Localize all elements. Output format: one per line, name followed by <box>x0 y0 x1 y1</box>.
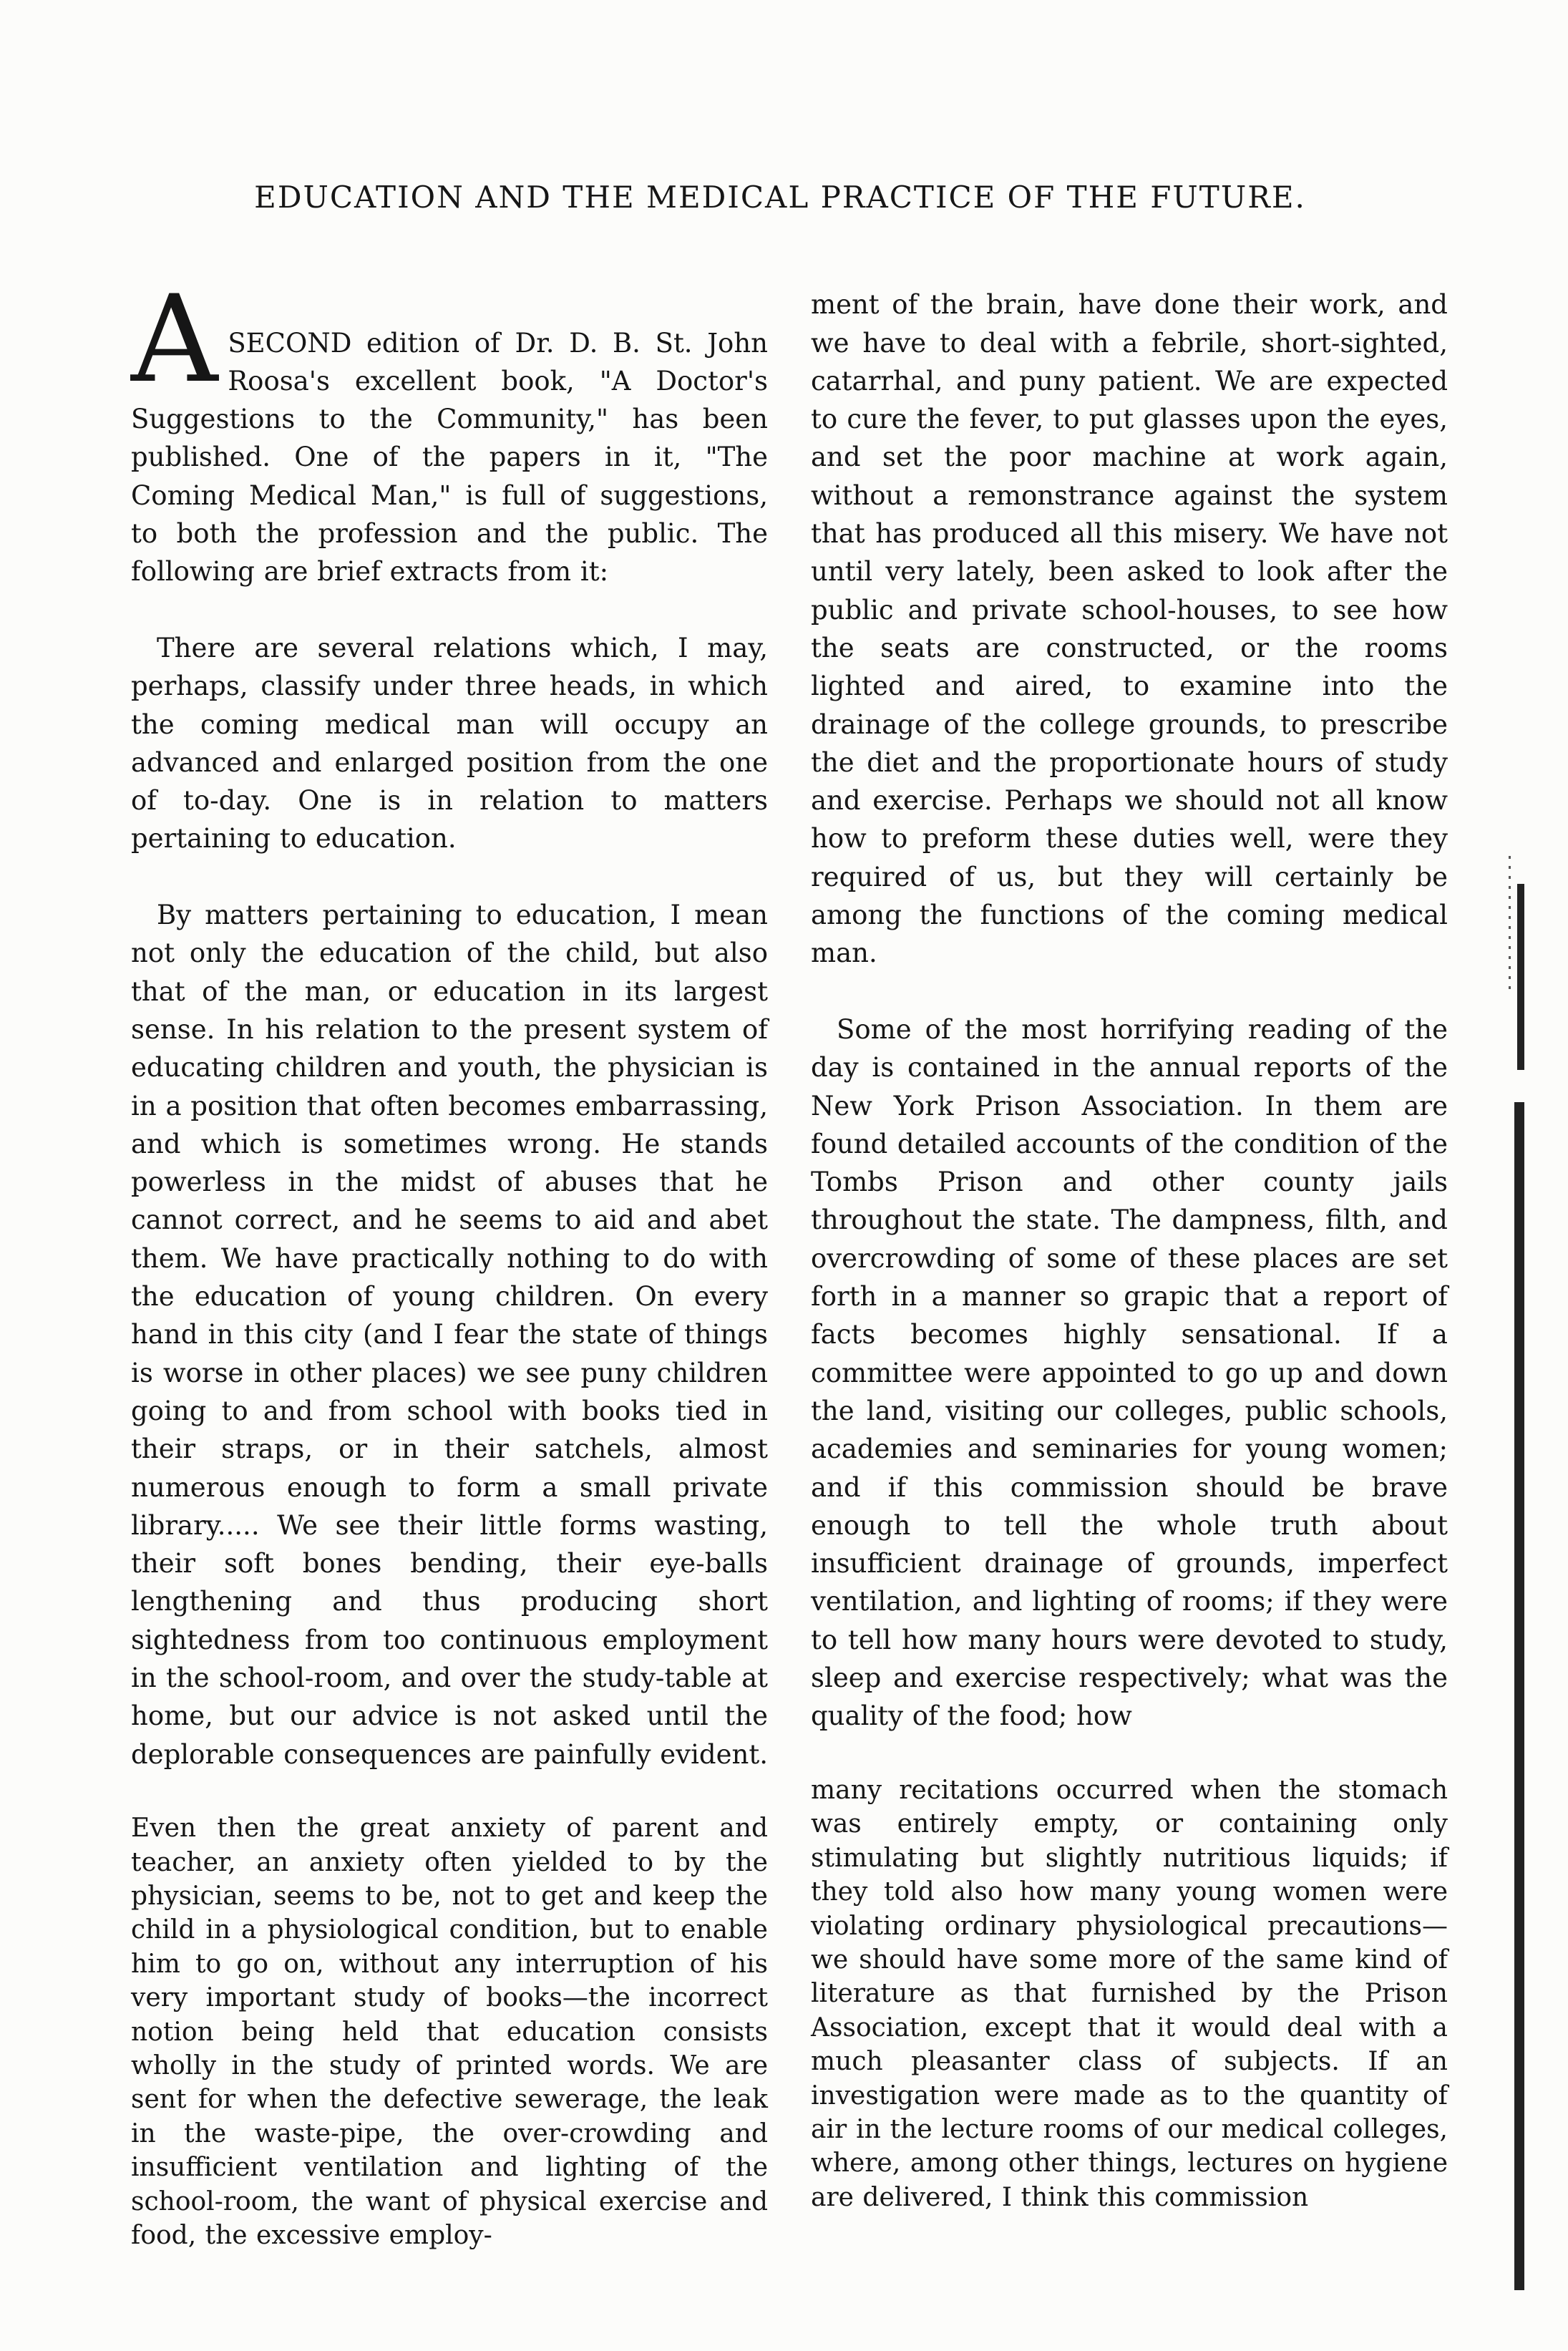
article-title: EDUCATION AND THE MEDICAL PRACTICE OF THE FUTURE. <box>254 180 1306 215</box>
scan-edge-mark <box>1514 1102 1524 2290</box>
body-paragraph-recitations: many recitations occurred when the stomach was entirely empty, or containing only stimulating but slightly nutritious liquids; if they told also how many young women were violating ordinary physiological precautions—we should have some more of the same kind of literature as that furnished by the Prison Association, except that it would deal with a much pleasanter class of subjects. If an investigation were made as to the quantity of air in the lecture rooms of our medical colleges, where, among other things, lectures on hygiene are delivered, I think this commission <box>811 1775 1448 2212</box>
body-paragraph-education: By matters pertaining to education, I mean not only the education of the child, but also that of the man, or education in its largest sense. In his relation to the present system of educating children and youth, the physician is in a position that often becomes embarrassing, and which is sometimes wrong. He stands powerless in the midst of abuses that he cannot correct, and he seems to aid and abet them. We have practically nothing to do with the education of young children. On every hand in this city (and I fear the state of things is worse in other places) we see puny children going to and from school with books tied in their straps, or in their satchels, almost numerous enough to form a small private library..... We see their little forms wasting, their soft bones bending, their eye-balls lengthening and thus producing short sightedness from too continuous employment in the school-room, and over the study-table at home, but our advice is not asked until the deplorable consequences are painfully evident. <box>131 900 768 1770</box>
drop-cap: A <box>131 269 218 410</box>
scan-edge-mark <box>1517 884 1524 1070</box>
body-paragraph-brain-continued: ment of the brain, have done their work, and we have to deal with a febrile, short-sighted, catarrhal, and puny patient. We are expected to cure the fever, to put glasses upon the eyes, and set the poor machine at work again, without a remonstrance against the system that has produced all this misery. We have not until very lately, been asked to look after the public and private school-houses, to see how the seats are constructed, or the rooms lighted and aired, to examine into the drainage of the college grounds, to prescribe the diet and the proportionate hours of study and exercise. Perhaps we should not all know how to preform these duties well, were they required of us, but they will certainly be among the functions of the coming medical man. <box>811 289 1448 969</box>
right-column <box>811 248 1448 2252</box>
body-paragraph-relations: There are several relations which, I may, perhaps, classify under three heads, in which the coming medical man will occupy an advanced and enlarged position from the one of to-day. One is in relation to matters pertaining to education. <box>131 632 768 855</box>
left-column <box>131 248 768 2291</box>
intro-paragraph: SECOND edition of Dr. D. B. St. John Roosa's excellent book, "A Doctor's Suggestions to the Community," has been published. One of the papers in it, "The Coming Medical Man," is full of suggestions, to both the profession and the public. The following are brief extracts from it: <box>131 327 768 588</box>
scan-margin-dots <box>1509 856 1511 992</box>
body-paragraph-prison-reports: Some of the most horrifying reading of the day is contained in the annual reports of the New York Prison Association. In them are found detailed accounts of the condition of the Tombs Prison and other county jails throughout the state. The dampness, filth, and overcrowding of some of these places are set forth in a manner so grapic that a report of facts becomes highly sensational. If a committee were appointed to go up and down the land, visiting our colleges, public schools, academies and seminaries for young women; and if this commission should be brave enough to tell the whole truth about insufficient drainage of grounds, imperfect ventilation, and lighting of rooms; if they were to tell how many hours were devoted to study, sleep and exercise respectively; what was the quality of the food; how <box>811 1013 1448 1732</box>
body-paragraph-education-continued: Even then the great anxiety of parent and teacher, an anxiety often yielded to by the physician, seems to be, not to get and keep the child in a physiological condition, but to enable him to go on, without any interruption of his very important study of books—the incorrect notion being held that education consists wholly in the study of printed words. We are sent for when the defective sewerage, the leak in the waste-pipe, the over-crowding and insufficient ventilation and lighting of the school-room, the want of physical exercise and food, the excessive employ- <box>131 1814 768 2251</box>
